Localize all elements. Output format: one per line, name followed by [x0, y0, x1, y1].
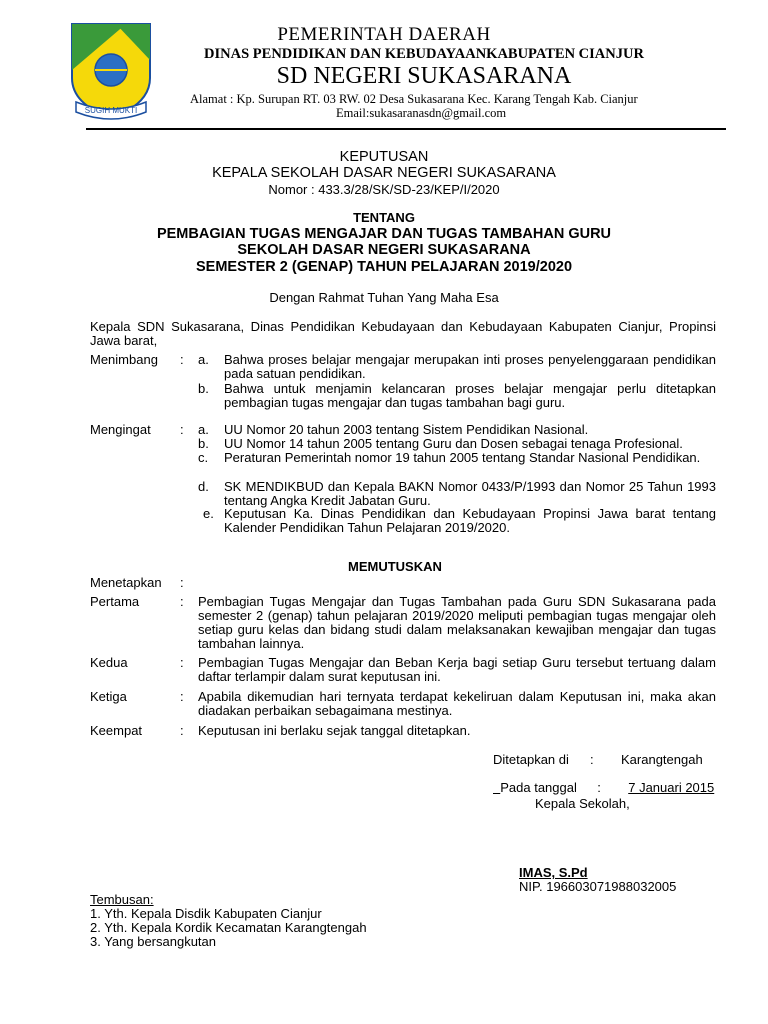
subject-line-3: SEMESTER 2 (GENAP) TAHUN PELAJARAN 2019/2020: [195, 259, 573, 275]
kedua-label: Kedua: [90, 655, 128, 670]
kop-email: Email:sukasaranasdn@gmail.com: [336, 106, 507, 120]
intro-paragraph: Kepala SDN Sukasarana, Dinas Pendidikan Kebudayaan dan Kebudayaan Kabupaten Cianjur, Propinsi Jawa barat,: [90, 319, 716, 348]
memutuskan-heading: MEMUTUSKAN: [348, 559, 442, 574]
ditetapkan-label: Ditetapkan di: [493, 752, 569, 767]
tembusan-item: 2. Yth. Kepala Kordik Kecamatan Karangtengah: [90, 920, 367, 935]
mengingat-d-letter: d.: [198, 479, 209, 494]
keempat-text: Keputusan ini berlaku sejak tanggal ditetapkan.: [198, 723, 471, 738]
tanggal-label: Pada tanggal: [500, 780, 577, 795]
rahmat-line: Dengan Rahmat Tuhan Yang Maha Esa: [269, 290, 499, 305]
ketiga-label: Ketiga: [90, 689, 127, 704]
mengingat-c-letter: c.: [198, 450, 209, 465]
kedua-colon: :: [180, 655, 184, 670]
pertama-colon: :: [180, 594, 184, 609]
kop-school-name: SD NEGERI SUKASARANA: [276, 63, 572, 89]
kedua-text: Pembagian Tugas Mengajar dan Beban Kerja bagi setiap Guru tersebut tertuang dalam daftar terlampir dalam surat keputusan ini.: [198, 655, 716, 684]
ketiga-text: Apabila dikemudian hari ternyata terdapat kekeliruan dalam Keputusan ini, maka akan diadakan perbaikan sebagaimana mestinya.: [198, 689, 716, 718]
tembusan-title: Tembusan:: [90, 892, 154, 907]
menimbang-colon: :: [180, 352, 184, 367]
signer-name: IMAS, S.Pd: [519, 865, 588, 880]
kop-department: DINAS PENDIDIKAN DAN KEBUDAYAANKABUPATEN CIANJUR: [204, 46, 644, 62]
menetapkan-colon: :: [180, 575, 184, 590]
subject-line-2: SEKOLAH DASAR NEGERI SUKASARANA: [237, 242, 531, 258]
pertama-text: Pembagian Tugas Mengajar dan Tugas Tambahan pada Guru SDN Sukasarana pada semester 2 (genap) tahun pelajaran 2019/2020 meliputi pembagian tugas mengajar oleh setiap guru kelas dan bidang studi dalam melaksanakan kewajiban mengajar dan tugas tambahan lainnya.: [198, 594, 716, 651]
mengingat-e-text: Keputusan Ka. Dinas Pendidikan dan Kebudayaan Propinsi Jawa barat tentang Kalender Pendidikan Tahun Pelajaran 2019/2020.: [224, 506, 716, 535]
menimbang-b-letter: b.: [198, 381, 209, 396]
mengingat-b-letter: b.: [198, 436, 209, 451]
menimbang-label: Menimbang: [90, 352, 158, 367]
mengingat-a-letter: a.: [198, 422, 209, 437]
subject-line-1: PEMBAGIAN TUGAS MENGAJAR DAN TUGAS TAMBAHAN GURU: [156, 226, 612, 242]
mengingat-a-text: UU Nomor 20 tahun 2003 tentang Sistem Pendidikan Nasional.: [224, 422, 589, 437]
mengingat-e-letter: e.: [203, 506, 214, 521]
kop-government: PEMERINTAH DAERAH: [277, 24, 491, 45]
tembusan-item: 1. Yth. Kepala Disdik Kabupaten Cianjur: [90, 906, 322, 921]
keempat-label: Keempat: [90, 723, 143, 738]
doc-number: Nomor : 433.3/28/SK/SD-23/KEP/I/2020: [268, 182, 500, 197]
signer-nip: NIP. 196603071988032005: [519, 879, 677, 894]
ditetapkan-value: Karangtengah: [621, 752, 703, 767]
kop-address: Alamat : Kp. Surupan RT. 03 RW. 02 Desa Sukasarana Kec. Karang Tengah Kab. Cianjur: [190, 92, 638, 106]
tembusan-item: 3. Yang bersangkutan: [90, 934, 217, 949]
menimbang-b-text: Bahwa untuk menjamin kelancaran proses belajar mengajar perlu ditetapkan pembagian tugas mengajar dan tugas tambahan bagi guru.: [224, 381, 716, 410]
mengingat-b-text: UU Nomor 14 tahun 2005 tentang Guru dan Dosen sebagai tenaga Profesional.: [224, 436, 683, 451]
menimbang-a-letter: a.: [198, 352, 209, 367]
signer-role: Kepala Sekolah,: [535, 796, 630, 811]
tanggal-line: [493, 767, 714, 795]
tentang-heading: TENTANG: [353, 210, 415, 225]
doc-issuer: KEPALA SEKOLAH DASAR NEGERI SUKASARANA: [212, 165, 556, 181]
header-divider: [86, 128, 726, 130]
menetapkan-label: Menetapkan: [90, 575, 162, 590]
tanggal-colon: :: [597, 780, 601, 795]
ditetapkan-colon: :: [590, 752, 594, 767]
mengingat-label: Mengingat: [90, 422, 151, 437]
mengingat-colon: :: [180, 422, 184, 437]
menimbang-a-text: Bahwa proses belajar mengajar merupakan inti proses penyelenggaraan pendidikan pada satuan pendidikan.: [224, 352, 716, 381]
pertama-label: Pertama: [90, 594, 140, 609]
mengingat-d-text: SK MENDIKBUD dan Kepala BAKN Nomor 0433/P/1993 dan Nomor 25 Tahun 1993 tentang Angka Kredit Jabatan Guru.: [224, 479, 716, 508]
ketiga-colon: :: [180, 689, 184, 704]
keempat-colon: :: [180, 723, 184, 738]
tanggal-value: 7 Januari 2015: [628, 780, 715, 795]
doc-type: KEPUTUSAN: [339, 149, 429, 165]
logo-motto: SUGIH MUKTI: [84, 106, 138, 115]
mengingat-c-text: Peraturan Pemerintah nomor 19 tahun 2005 tentang Standar Nasional Pendidikan.: [224, 450, 701, 465]
